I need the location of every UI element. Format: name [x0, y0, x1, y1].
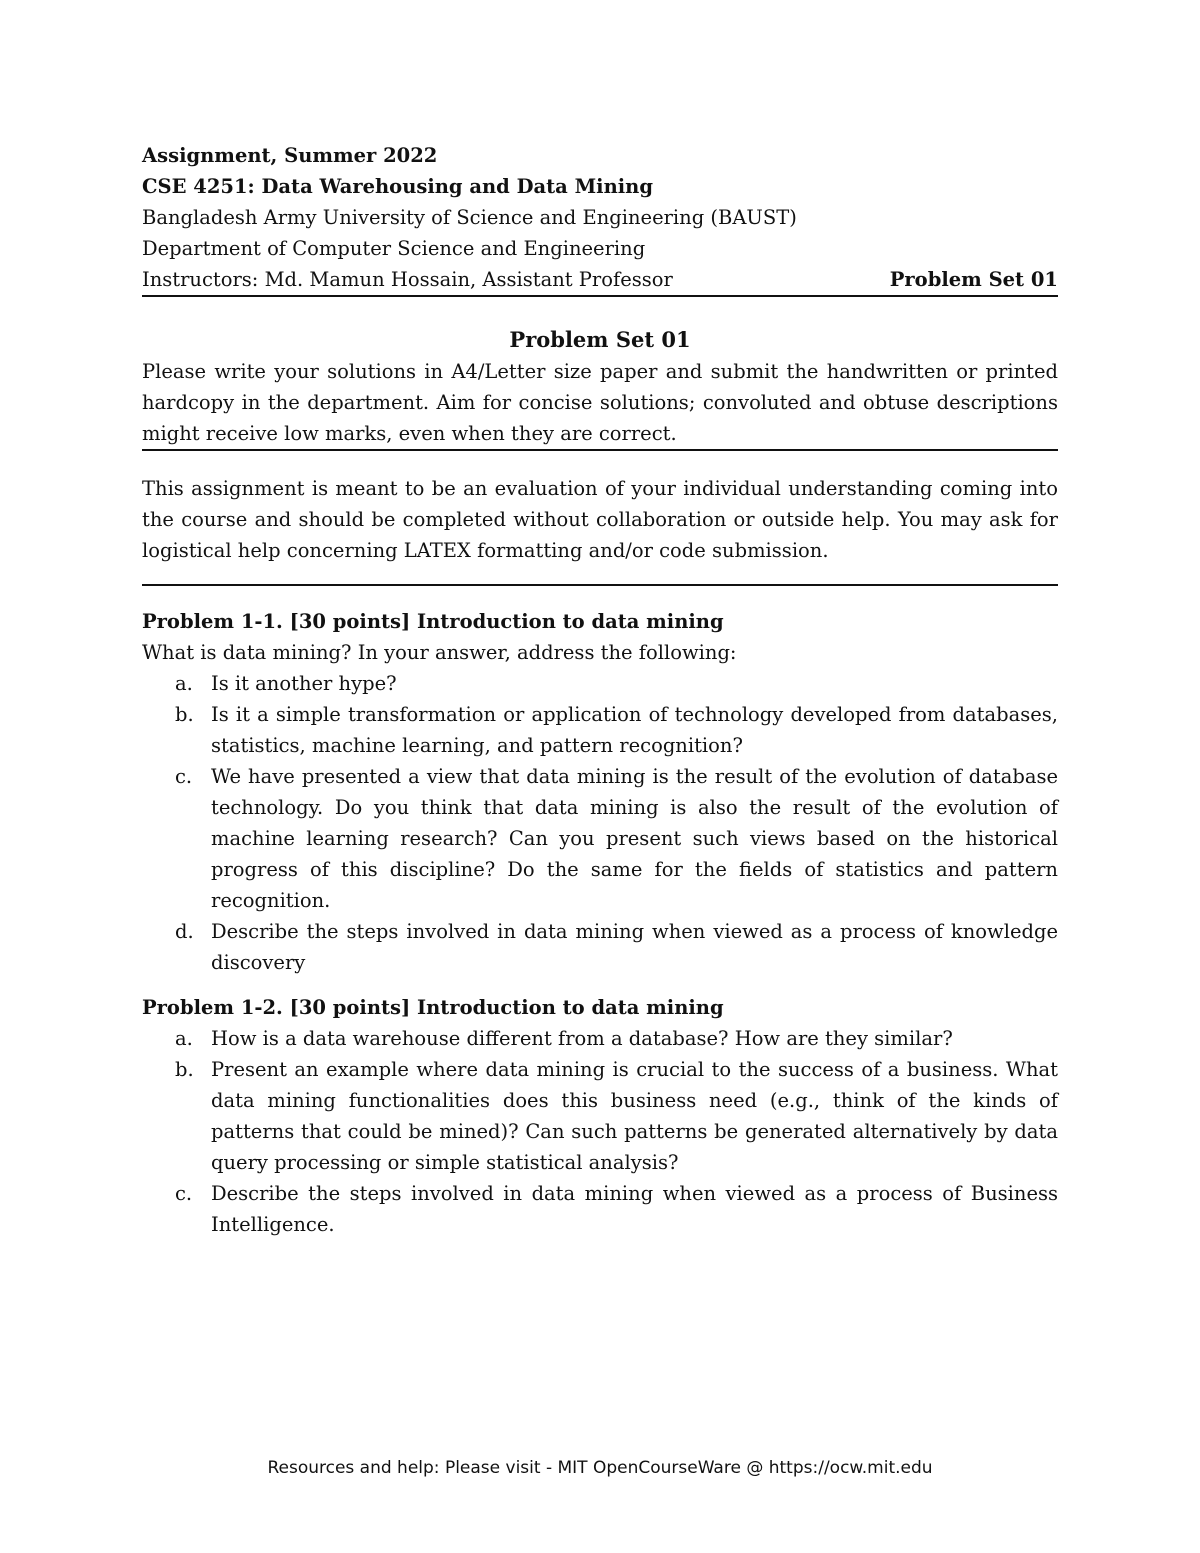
question-text: We have presented a view that data mining is the result of the evolution of database technology. Do you think that data mining is also the result of the evolution of machine learning research? Can you present such views based on the historical progress of this discipline? Do the same for the fields of statistics and pattern recognition.	[211, 765, 1058, 912]
page-title: Problem Set 01	[509, 327, 691, 352]
problem-intro: What is data mining? In your answer, address the following:	[142, 641, 737, 664]
instructions-divider	[142, 449, 1058, 451]
problem-heading: Problem 1-1. [30 points] Introduction to data mining	[142, 610, 724, 633]
list-marker: c.	[175, 1182, 193, 1205]
question-text: Is it a simple transformation or application of technology developed from databases, statistics, machine learning, and pattern recognition?	[211, 703, 1058, 757]
list-marker: a.	[175, 672, 193, 695]
department-name: Department of Computer Science and Engineering	[142, 237, 646, 260]
list-marker: c.	[175, 765, 193, 788]
question-list	[142, 1023, 1058, 1240]
problem-set-label: Problem Set 01	[889, 268, 1058, 291]
university-name: Bangladesh Army University of Science and Engineering (BAUST)	[142, 206, 797, 229]
question-list	[142, 668, 1058, 978]
question-text: Present an example where data mining is crucial to the success of a business. What data mining functionalities does this business need (e.g., think of the kinds of patterns that could be mined)? Can such patterns be generated alternatively by data query processing or simple statistical analysis?	[211, 1058, 1058, 1174]
page-footer: Resources and help: Please visit - MIT OpenCourseWare @ https://ocw.mit.edu	[267, 1458, 933, 1478]
header-divider	[142, 295, 1058, 297]
problem-1-1	[142, 606, 1058, 978]
question-text: How is a data warehouse different from a database? How are they similar?	[211, 1027, 953, 1050]
list-item	[142, 668, 1058, 699]
problem-heading: Problem 1-2. [30 points] Introduction to data mining	[142, 996, 724, 1019]
list-marker: b.	[175, 703, 194, 726]
instructions-paragraph: Please write your solutions in A4/Letter size paper and submit the handwritten or printed hardcopy in the department. Aim for concise solutions; convoluted and obtuse descriptions might receive low marks, even when they are correct.	[142, 360, 1058, 445]
document-header	[142, 140, 1058, 297]
list-item	[142, 1054, 1058, 1178]
instructor-name: Instructors: Md. Mamun Hossain, Assistant Professor	[142, 268, 673, 291]
list-item	[142, 1023, 1058, 1054]
policy-paragraph: This assignment is meant to be an evaluation of your individual understanding coming into the course and should be completed without collaboration or outside help. You may ask for logistical help concerning LATEX formatting and/or code submission.	[142, 477, 1058, 562]
list-item	[142, 1178, 1058, 1240]
question-text: Is it another hype?	[211, 672, 397, 695]
instructor-row	[142, 264, 1058, 295]
list-item	[142, 761, 1058, 916]
list-marker: d.	[175, 920, 194, 943]
policy-divider	[142, 584, 1058, 586]
list-marker: b.	[175, 1058, 194, 1081]
list-item	[142, 699, 1058, 761]
question-text: Describe the steps involved in data mining when viewed as a process of knowledge discovery	[211, 920, 1058, 974]
problem-1-2	[142, 992, 1058, 1240]
list-item	[142, 916, 1058, 978]
course-title: CSE 4251: Data Warehousing and Data Mining	[142, 175, 653, 198]
list-marker: a.	[175, 1027, 193, 1050]
document-page	[142, 140, 1058, 1240]
assignment-term: Assignment, Summer 2022	[142, 144, 438, 167]
question-text: Describe the steps involved in data mining when viewed as a process of Business Intelligence.	[211, 1182, 1058, 1236]
